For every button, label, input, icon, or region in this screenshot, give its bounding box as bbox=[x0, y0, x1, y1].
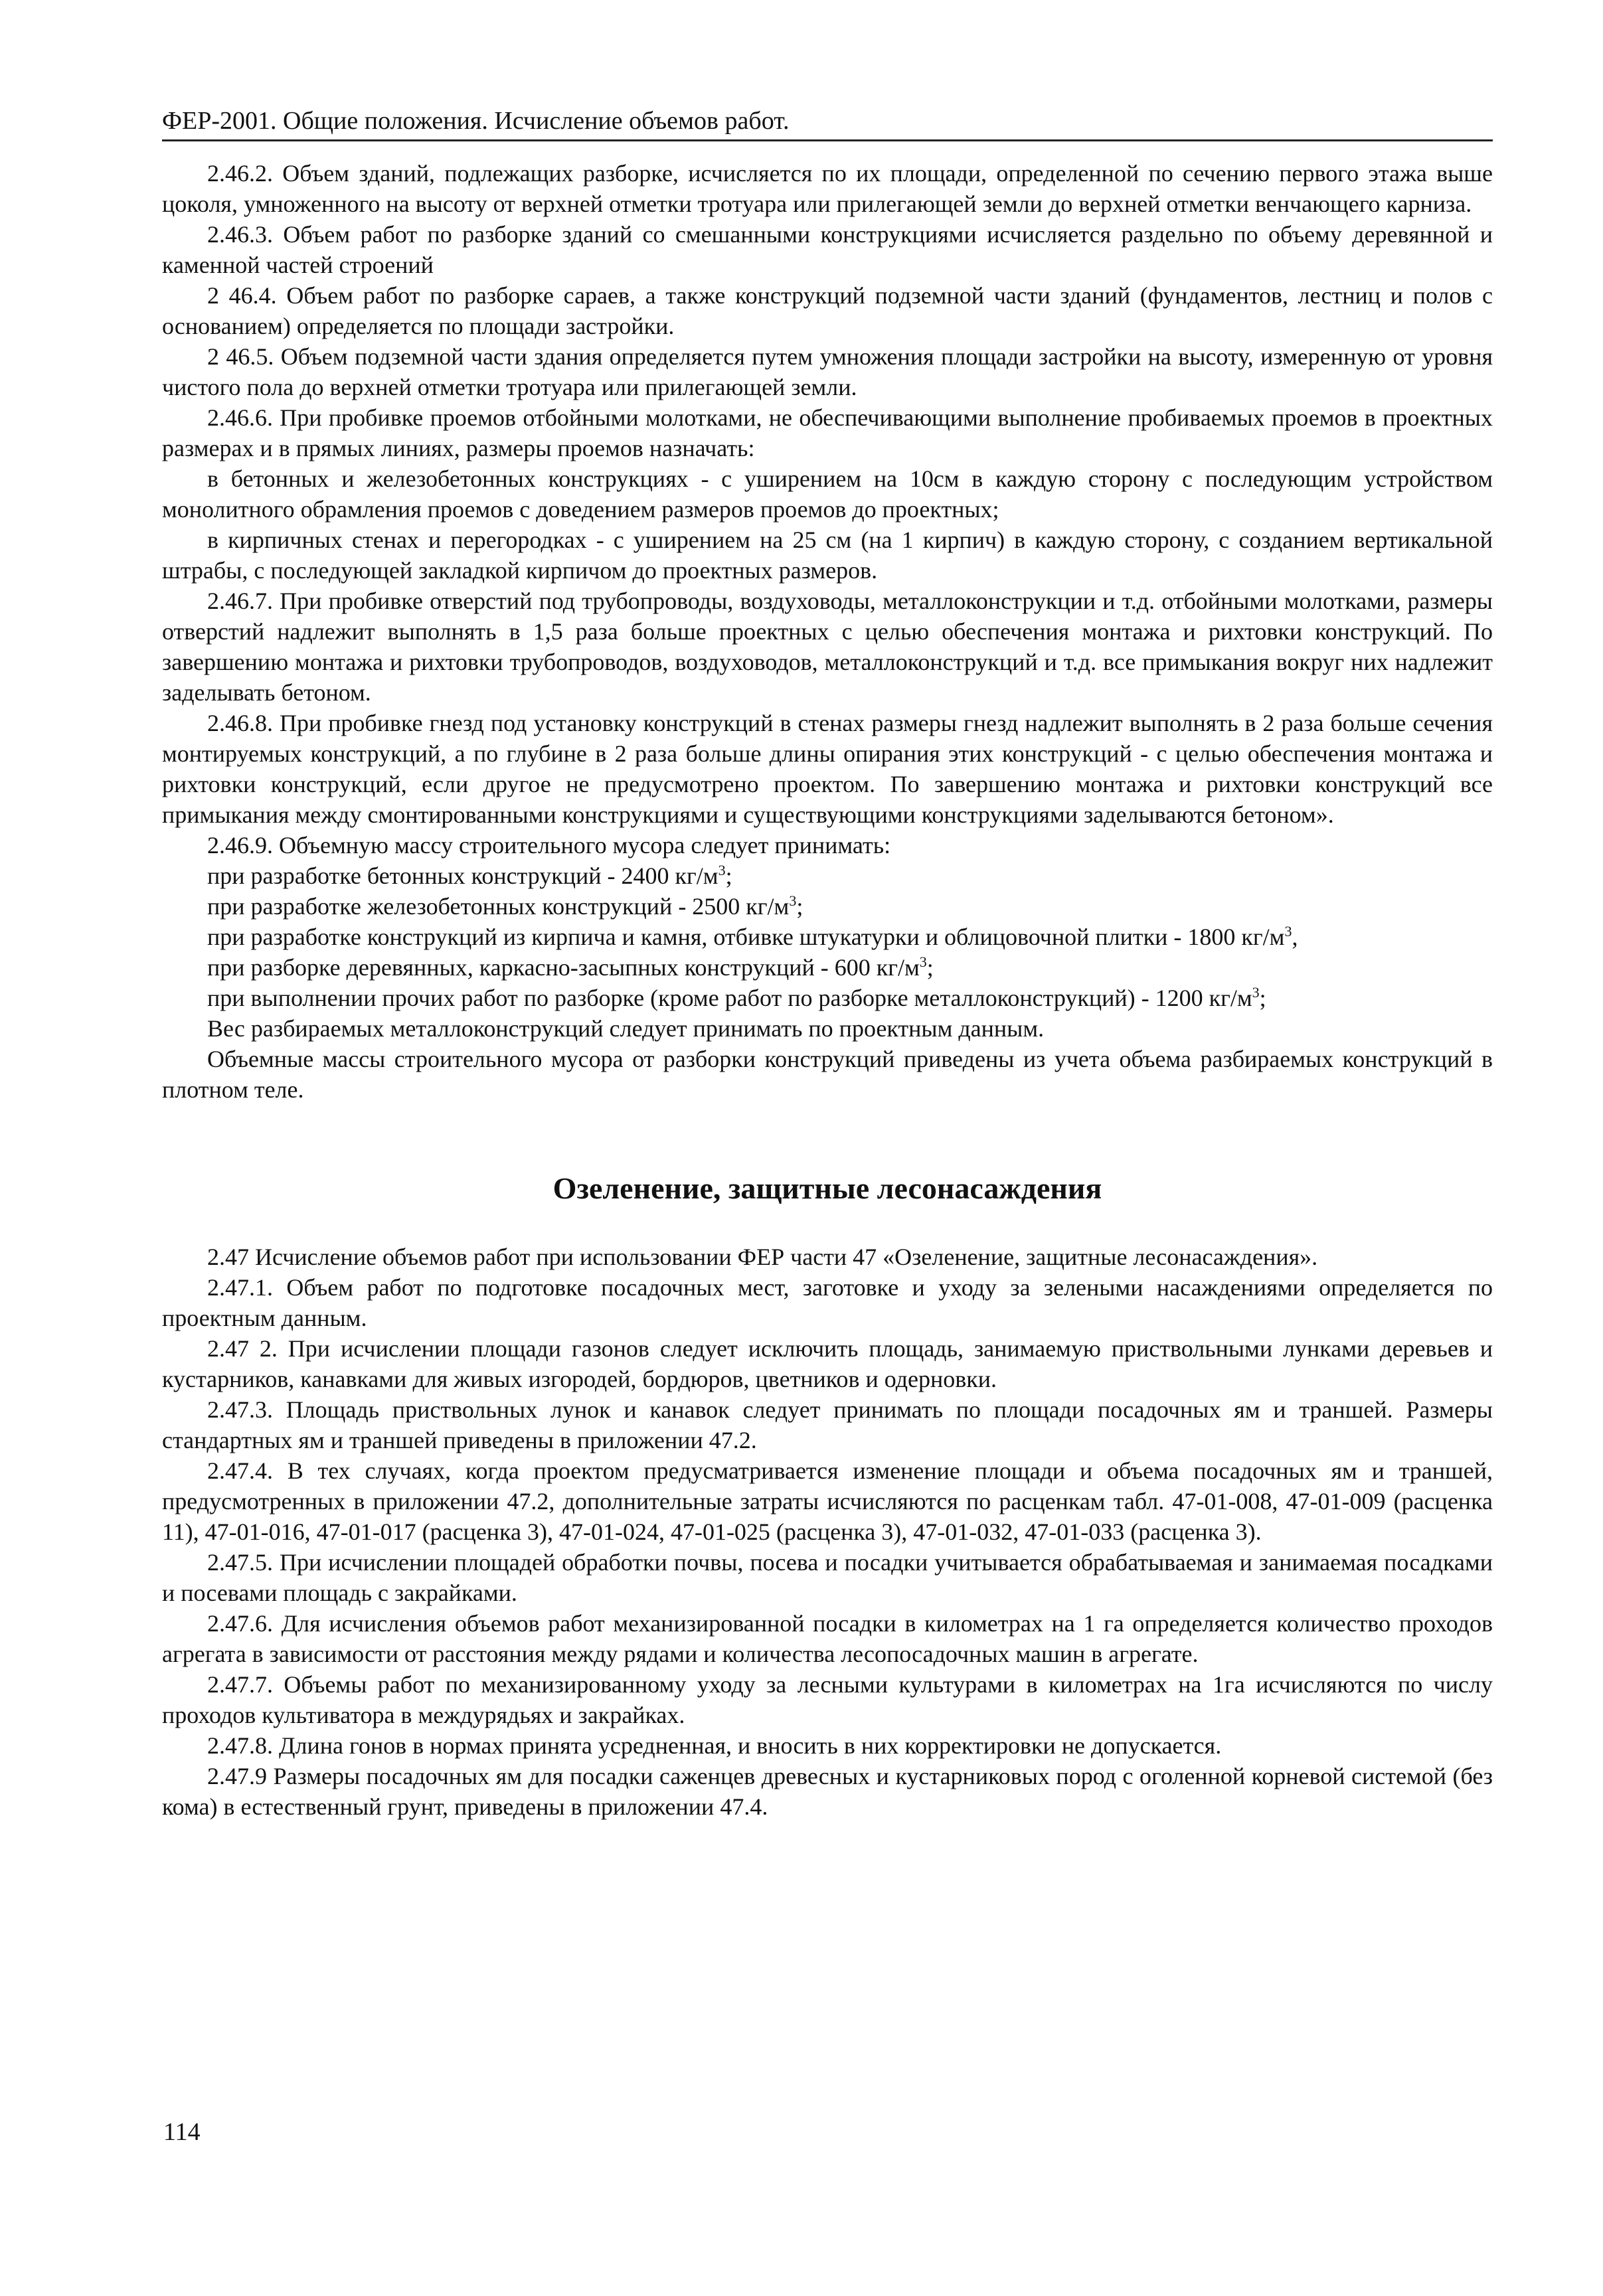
paragraph-2-47-6: 2.47.6. Для исчисления объемов работ механизированной посадки в километрах на 1 га определяется количество проходов агрегата в зависимости от расстояния между рядами и количества лесопосадочных машин в агрегате. bbox=[162, 1610, 1493, 1667]
mass-item-wooden: при разборке деревянных, каркасно-засыпных конструкций - 600 $кг/м^3$; bbox=[207, 953, 934, 981]
section-title: Озеленение, защитные лесонасаждения bbox=[552, 1171, 1102, 1205]
paragraph-2-46-6: 2.46.6. При пробивке проемов отбойными молотками, не обеспечивающими выполнение пробиваемых проемов в проектных размерах и в прямых линиях, размеры проемов назначать: bbox=[162, 404, 1493, 461]
paragraph-2-47-5: 2.47.5. При исчислении площадей обработки почвы, посева и посадки учитывается обрабатываемая и занимаемая посадками и посевами площадь с закрайками. bbox=[162, 1549, 1493, 1606]
paragraph-2-47-3: 2.47.3. Площадь приствольных лунок и канавок следует принимать по площади посадочных ям и траншей. Размеры стандартных ям и траншей приведены в приложении 47.2. bbox=[162, 1396, 1493, 1453]
paragraph-2-46-8: 2.46.8. При пробивке гнезд под установку конструкций в стенах размеры гнезд надлежит выполнять в 2 раза больше сечения монтируемых конструкций, а по глубине в 2 раза больше длины опирания этих конструкций - с целью обеспечения монтажа и рихтовки конструкций, если другое не предусмотрено проектом. По завершению монтажа и рихтовки конструкций все примыкания между смонтированными конструкциями и существующими конструкциями заделываются бетоном». bbox=[162, 710, 1493, 828]
paragraph-2-47-1: 2.47.1. Объем работ по подготовке посадочных мест, заготовке и уходу за зелеными насаждениями определяется по проектным данным. bbox=[162, 1274, 1493, 1331]
paragraph-metal-weight: Вес разбираемых металлоконструкций следует принимать по проектным данным. bbox=[207, 1015, 1045, 1042]
running-header: ФЕР-2001. Общие положения. Исчисление объемов работ. bbox=[162, 107, 790, 135]
paragraph-2-46-7: 2.46.7. При пробивке отверстий под трубопроводы, воздуховоды, металлоконструкции и т.д. отбойными молотками, размеры отверстий надлежит выполнять в 1,5 раза больше проектных с целью обеспечения монтажа и рихтовки конструкций. По завершению монтажа и рихтовки трубопроводов, воздуховодов, металлоконструкций и т.д. все примыкания вокруг них надлежит заделывать бетоном. bbox=[162, 588, 1493, 706]
paragraph-2-47: 2.47 Исчисление объемов работ при использовании ФЕР части 47 «Озеленение, защитные лесонасаждения». bbox=[207, 1244, 1318, 1270]
paragraph-2-46-3: 2.46.3. Объем работ по разборке зданий со смешанными конструкциями исчисляется раздельно по объему деревянной и каменной частей строений bbox=[162, 221, 1493, 278]
paragraph-2-46-9: 2.46.9. Объемную массу строительного мусора следует принимать: bbox=[207, 832, 891, 859]
header-rule bbox=[162, 139, 1493, 141]
mass-item-other: при выполнении прочих работ по разборке (кроме работ по разборке металлоконструкций) - 1200 $кг/м^3$; bbox=[207, 984, 1266, 1011]
paragraph-brick-openings: в кирпичных стенах и перегородках - с уширением на 25 см (на 1 кирпич) в каждую сторону, с созданием вертикальной штрабы, с последующей закладкой кирпичом до проектных размеров. bbox=[162, 527, 1493, 584]
page-number: 114 bbox=[163, 2118, 201, 2146]
paragraph-debris-mass-note: Объемные массы строительного мусора от разборки конструкций приведены из учета объема разбираемых конструкций в плотном теле. bbox=[162, 1046, 1493, 1103]
paragraph-2-47-2: 2.47 2. При исчислении площади газонов следует исключить площадь, занимаемую приствольными лунками деревьев и кустарников, канавками для живых изгородей, бордюров, цветников и одерновки. bbox=[162, 1335, 1493, 1392]
mass-item-concrete: при разработке бетонных конструкций - 2400 $кг/м^3$; bbox=[207, 862, 732, 889]
mass-item-brick-stone: при разработке конструкций из кирпича и камня, отбивке штукатурки и облицовочной плитки - 1800 $кг/м^3$, bbox=[207, 923, 1298, 950]
paragraph-concrete-openings: в бетонных и железобетонных конструкциях - с уширением на 10см в каждую сторону с последующим устройством монолитного обрамления проемов с доведением размеров проемов до проектных; bbox=[162, 465, 1493, 523]
paragraph-2-46-5: 2 46.5. Объем подземной части здания определяется путем умножения площади застройки на высоту, измеренную от уровня чистого пола до верхней отметки тротуара или прилегающей земли. bbox=[162, 343, 1493, 400]
body-text bbox=[162, 158, 1493, 1822]
paragraph-2-46-2: 2.46.2. Объем зданий, подлежащих разборке, исчисляется по их площади, определенной по сечению первого этажа выше цоколя, умноженного на высоту от верхней отметки тротуара или прилегающей земли до верхней отметки венчающего карниза. bbox=[162, 160, 1493, 217]
paragraph-2-47-9: 2.47.9 Размеры посадочных ям для посадки саженцев древесных и кустарниковых пород с оголенной корневой системой (без кома) в естественный грунт, приведены в приложении 47.4. bbox=[162, 1763, 1493, 1820]
mass-item-reinforced-concrete: при разработке железобетонных конструкций - 2500 $кг/м^3$; bbox=[207, 892, 803, 920]
paragraph-2-47-7: 2.47.7. Объемы работ по механизированному уходу за лесными культурами в километрах на 1га исчисляются по числу проходов культиватора в междурядьях и закрайках. bbox=[162, 1671, 1493, 1728]
paragraph-2-47-4: 2.47.4. В тех случаях, когда проектом предусматривается изменение площади и объема посадочных ям и траншей, предусмотренных в приложении 47.2, дополнительные затраты исчисляются по расценкам табл. 47-01-008, 47-01-009 (расценка 11), 47-01-016, 47-01-017 (расценка 3), 47-01-024, 47-01-025 (расценка 3), 47-01-032, 47-01-033 (расценка 3). bbox=[162, 1457, 1493, 1545]
paragraph-2-46-4: 2 46.4. Объем работ по разборке сараев, а также конструкций подземной части зданий (фундаментов, лестниц и полов с основанием) определяется по площади застройки. bbox=[162, 282, 1493, 339]
paragraph-2-47-8: 2.47.8. Длина гонов в нормах принята усредненная, и вносить в них корректировки не допускается. bbox=[207, 1732, 1222, 1759]
